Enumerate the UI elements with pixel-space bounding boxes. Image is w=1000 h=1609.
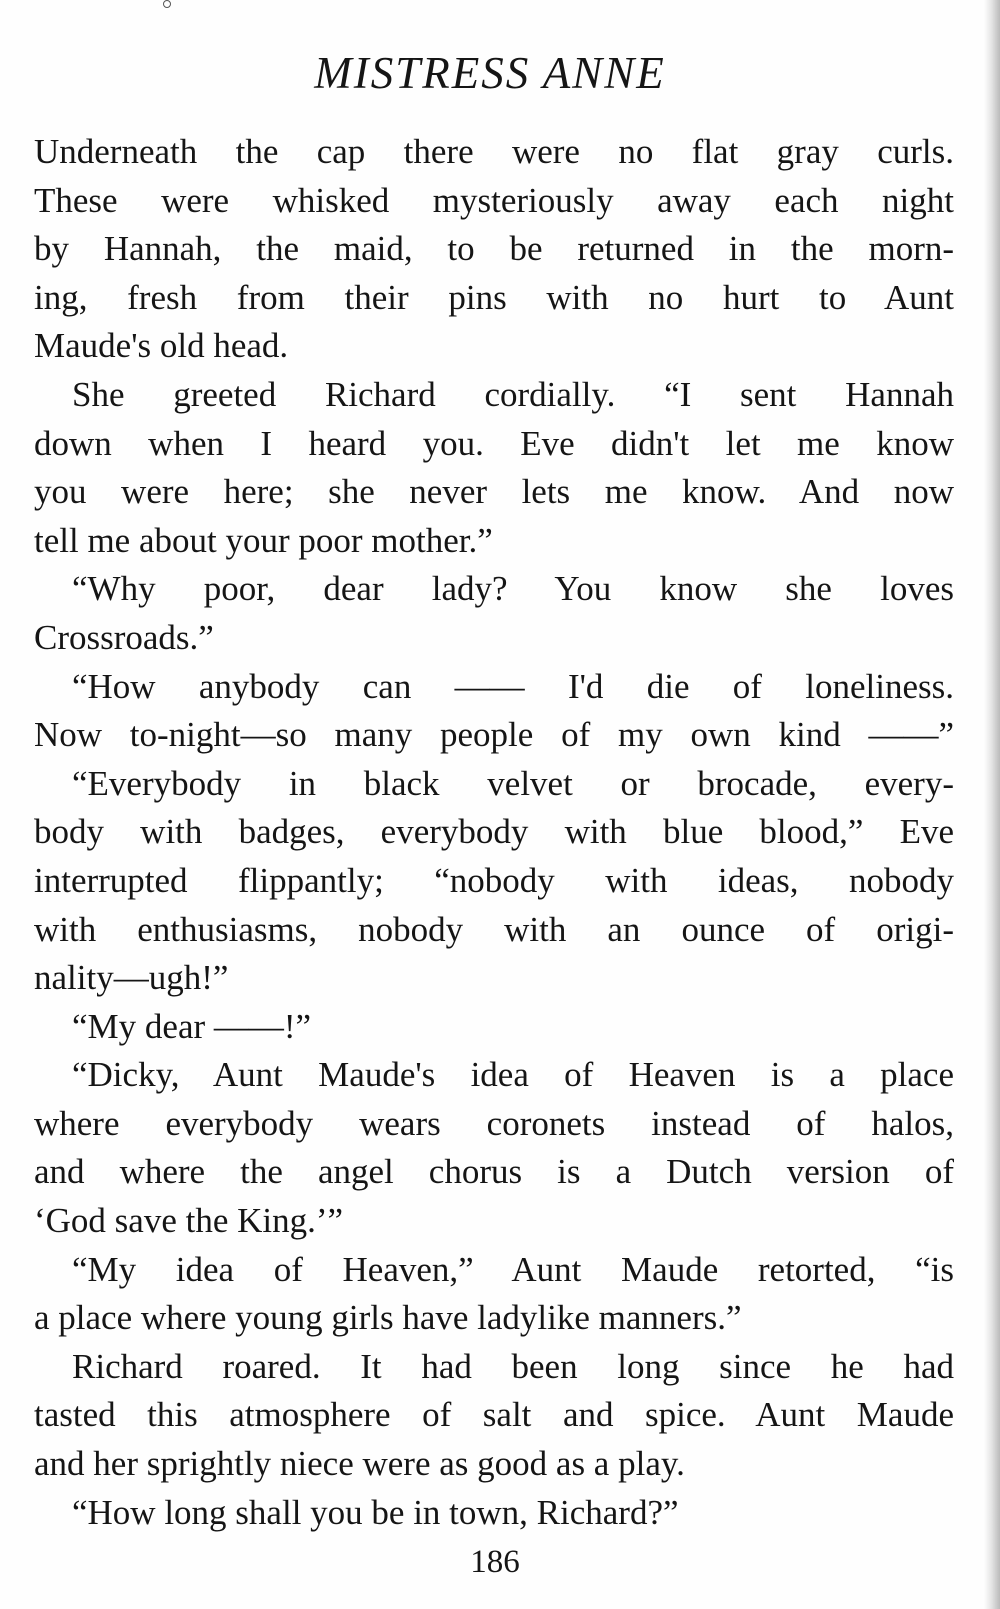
text-line: tell me about your poor mother.” [34, 520, 493, 560]
text-line: interrupted flippantly; “nobody with ideas, nobody [34, 860, 954, 900]
text-line: a place where young girls have ladylike manners.” [34, 1298, 742, 1338]
text-line: you were here; she never lets me know. And now [34, 472, 954, 512]
ink-speck [163, 0, 171, 8]
text-line: and her sprightly niece were as good as a play. [34, 1444, 685, 1484]
text-line: She greeted Richard cordially. “I sent Hannah [72, 374, 954, 414]
text-line: body with badges, everybody with blue blood,” Eve [34, 812, 954, 852]
text-line: “My idea of Heaven,” Aunt Maude retorted, “is [72, 1249, 954, 1289]
page-number: 186 [470, 1544, 520, 1580]
text-line: and where the angel chorus is a Dutch version of [34, 1152, 954, 1192]
text-line: “Everybody in black velvet or brocade, every- [72, 763, 954, 803]
text-line: where everybody wears coronets instead of halos, [34, 1103, 954, 1143]
text-line: down when I heard you. Eve didn't let me know [34, 423, 954, 463]
text-line: Underneath the cap there were no flat gray curls. [34, 132, 954, 171]
text-line: ‘God save the King.’” [34, 1201, 344, 1241]
text-line: “My dear ——!” [72, 1006, 312, 1046]
text-line: with enthusiasms, nobody with an ounce of origi- [34, 909, 954, 949]
text-line: “How long shall you be in town, Richard?” [72, 1492, 679, 1532]
text-line: Now to-night—so many people of my own kind ——” [34, 715, 954, 755]
page-edge-shadow [984, 0, 1000, 1609]
text-line: “Why poor, dear lady? You know she loves [72, 569, 954, 609]
text-line: “Dicky, Aunt Maude's idea of Heaven is a place [72, 1055, 954, 1095]
text-line: Crossroads.” [34, 617, 214, 657]
running-head: MISTRESS ANNE [314, 48, 666, 98]
text-line: tasted this atmosphere of salt and spice. Aunt Maude [34, 1395, 954, 1435]
text-line: by Hannah, the maid, to be returned in the morn- [34, 229, 954, 269]
text-line: These were whisked mysteriously away each night [34, 180, 954, 220]
text-line: “How anybody can —— I'd die of loneliness. [72, 666, 954, 706]
body-text [34, 128, 954, 1537]
text-line: ing, fresh from their pins with no hurt to Aunt [34, 277, 954, 317]
text-line: Richard roared. It had been long since he had [72, 1346, 954, 1386]
text-line: nality—ugh!” [34, 958, 229, 998]
text-line: Maude's old head. [34, 326, 289, 366]
